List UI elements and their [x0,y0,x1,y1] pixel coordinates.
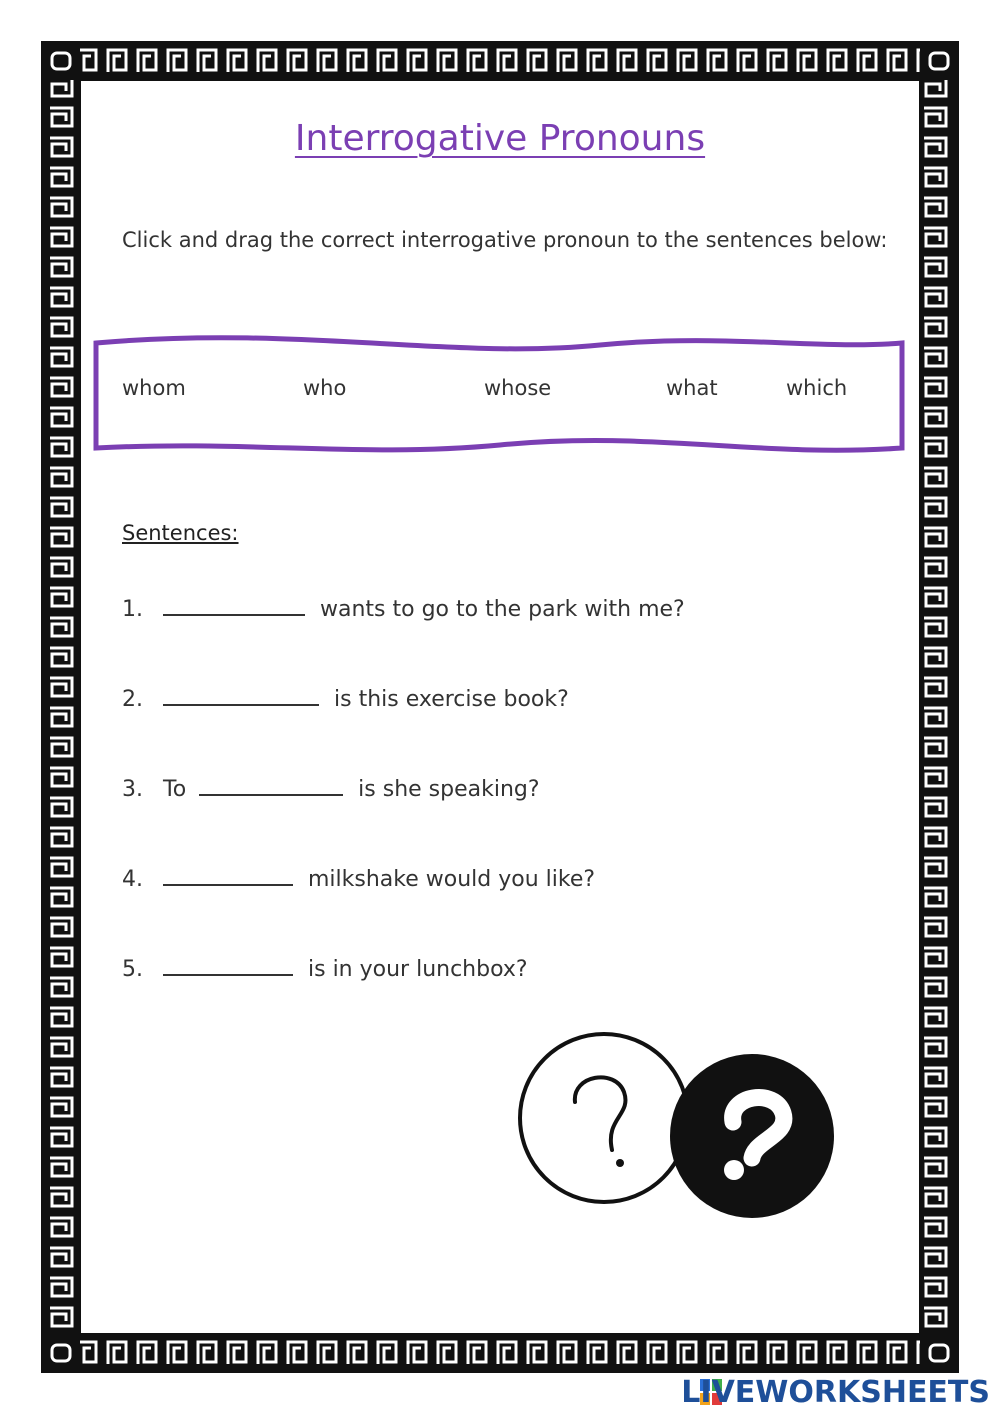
answer-drop-zone-5[interactable] [163,954,293,976]
sentence-text: is in your lunchbox? [308,957,528,982]
sentence-number: 2. [122,687,143,712]
answer-drop-zone-4[interactable] [163,864,293,886]
question-mark-outline-icon [520,1034,688,1202]
word-bank-item-whom[interactable]: whom [122,376,186,400]
sentence-text: wants to go to the park with me? [320,597,685,622]
sentence-text: is this exercise book? [334,687,569,712]
sentence-2 [122,684,569,712]
sentence-3 [122,774,540,802]
sentence-4 [122,864,595,892]
instructions-text: Click and drag the correct interrogative pronoun to the sentences below: [122,228,888,252]
word-bank-item-who[interactable]: who [303,376,347,400]
sentence-5 [122,954,528,982]
sentence-text: milkshake would you like? [308,867,596,892]
sentence-number: 1. [122,597,143,622]
answer-drop-zone-1[interactable] [163,594,305,616]
sentences-heading: Sentences: [122,521,239,545]
answer-drop-zone-2[interactable] [163,684,319,706]
sentence-text: is she speaking? [358,777,540,802]
sentence-number: 5. [122,957,143,982]
question-mark-solid-icon [670,1054,834,1218]
sentence-number: 4. [122,867,143,892]
answer-drop-zone-3[interactable] [199,774,343,796]
sentence-prefix: To [163,777,187,802]
word-bank-item-which[interactable]: which [786,376,848,400]
word-bank-item-what[interactable]: what [666,376,718,400]
sentence-1 [122,594,685,622]
word-bank-item-whose[interactable]: whose [484,376,552,400]
sentence-number: 3. [122,777,143,802]
liveworksheets-logo-text[interactable]: LIVEWORKSHEETS [681,1375,990,1410]
page-title: Interrogative Pronouns [294,118,706,159]
